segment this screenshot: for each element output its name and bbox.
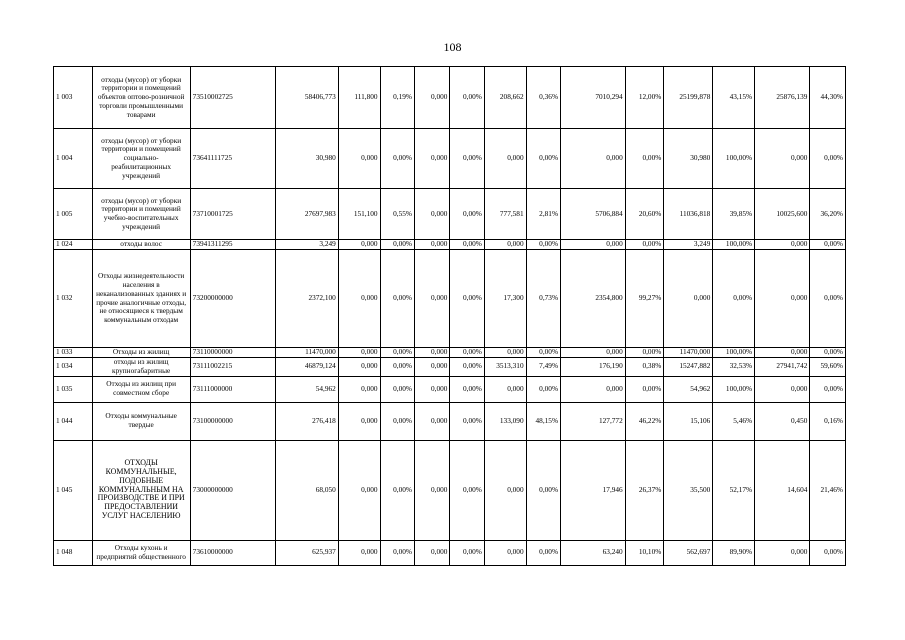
share-3-cell: 0,00% — [526, 129, 560, 189]
share-1-cell: 0,00% — [380, 358, 414, 377]
amount-4-cell: 2354,800 — [561, 250, 626, 348]
fkko-code-cell: 73110000000 — [190, 348, 276, 358]
amount-2-cell: 0,000 — [414, 358, 449, 377]
total-amount-cell: 27697,983 — [276, 189, 339, 240]
share-5-cell: 0,00% — [713, 250, 755, 348]
amount-2-cell: 0,000 — [414, 129, 449, 189]
amount-1-cell: 151,100 — [338, 189, 380, 240]
share-4-cell: 26,37% — [625, 440, 664, 540]
table-row — [54, 67, 846, 129]
amount-3-cell: 17,300 — [484, 250, 526, 348]
page-number: 108 — [443, 40, 462, 54]
share-6-cell: 44,30% — [810, 67, 846, 129]
share-2-cell: 0,00% — [450, 358, 484, 377]
amount-1-cell: 0,000 — [338, 402, 380, 440]
share-4-cell: 12,00% — [625, 67, 664, 129]
row-number-cell: 1 004 — [54, 129, 93, 189]
total-amount-cell: 68,050 — [276, 440, 339, 540]
amount-3-cell: 133,090 — [484, 402, 526, 440]
share-4-cell: 46,22% — [625, 402, 664, 440]
amount-3-cell: 777,581 — [484, 189, 526, 240]
amount-3-cell: 0,000 — [484, 540, 526, 565]
amount-1-cell: 0,000 — [338, 348, 380, 358]
share-1-cell: 0,00% — [380, 129, 414, 189]
waste-name-cell: ОТХОДЫ КОММУНАЛЬНЫЕ, ПОДОБНЫЕ КОММУНАЛЬНЫМ НА ПРОИЗВОДСТВЕ И ПРИ ПРЕДОСТАВЛЕНИИ УСЛУГ НАСЕЛЕНИЮ — [92, 440, 190, 540]
waste-name-cell: Отходы кухонь и предприятий общественного — [92, 540, 190, 565]
amount-3-cell: 0,000 — [484, 240, 526, 250]
amount-4-cell: 17,946 — [561, 440, 626, 540]
total-amount-cell: 625,937 — [276, 540, 339, 565]
amount-1-cell: 0,000 — [338, 129, 380, 189]
share-3-cell: 48,15% — [526, 402, 560, 440]
share-5-cell: 100,00% — [713, 240, 755, 250]
row-number-cell: 1 048 — [54, 540, 93, 565]
fkko-code-cell: 73200000000 — [190, 250, 276, 348]
fkko-code-cell: 73941311295 — [190, 240, 276, 250]
amount-6-cell: 10025,600 — [755, 189, 810, 240]
share-1-cell: 0,00% — [380, 376, 414, 402]
amount-4-cell: 0,000 — [561, 348, 626, 358]
share-2-cell: 0,00% — [450, 440, 484, 540]
total-amount-cell: 3,249 — [276, 240, 339, 250]
amount-5-cell: 15247,882 — [664, 358, 713, 377]
share-1-cell: 0,00% — [380, 440, 414, 540]
fkko-code-cell: 73111002215 — [190, 358, 276, 377]
share-5-cell: 100,00% — [713, 376, 755, 402]
amount-3-cell: 0,000 — [484, 376, 526, 402]
amount-6-cell: 0,000 — [755, 540, 810, 565]
amount-6-cell: 0,000 — [755, 129, 810, 189]
amount-6-cell: 0,000 — [755, 240, 810, 250]
row-number-cell: 1 035 — [54, 376, 93, 402]
amount-6-cell: 0,000 — [755, 348, 810, 358]
share-2-cell: 0,00% — [450, 240, 484, 250]
amount-6-cell: 14,604 — [755, 440, 810, 540]
share-5-cell: 100,00% — [713, 348, 755, 358]
amount-6-cell: 27941,742 — [755, 358, 810, 377]
share-4-cell: 20,60% — [625, 189, 664, 240]
amount-5-cell: 0,000 — [664, 250, 713, 348]
row-number-cell: 1 045 — [54, 440, 93, 540]
waste-name-cell: отходы волос — [92, 240, 190, 250]
amount-2-cell: 0,000 — [414, 376, 449, 402]
amount-2-cell: 0,000 — [414, 240, 449, 250]
share-4-cell: 0,00% — [625, 129, 664, 189]
waste-name-cell: Отходы из жилищ — [92, 348, 190, 358]
share-3-cell: 0,73% — [526, 250, 560, 348]
share-4-cell: 0,38% — [625, 358, 664, 377]
share-6-cell: 0,00% — [810, 540, 846, 565]
share-3-cell: 0,00% — [526, 440, 560, 540]
share-1-cell: 0,00% — [380, 250, 414, 348]
share-6-cell: 0,00% — [810, 348, 846, 358]
amount-4-cell: 63,240 — [561, 540, 626, 565]
share-4-cell: 10,10% — [625, 540, 664, 565]
amount-2-cell: 0,000 — [414, 402, 449, 440]
share-1-cell: 0,00% — [380, 240, 414, 250]
table-row — [54, 240, 846, 250]
amount-1-cell: 0,000 — [338, 358, 380, 377]
amount-6-cell: 0,000 — [755, 376, 810, 402]
amount-2-cell: 0,000 — [414, 250, 449, 348]
waste-name-cell: отходы (мусор) от уборки территории и помещений объектов оптово-розничной торговли промышленными товарами — [92, 67, 190, 129]
share-6-cell: 0,00% — [810, 250, 846, 348]
share-1-cell: 0,00% — [380, 540, 414, 565]
row-number-cell: 1 044 — [54, 402, 93, 440]
share-3-cell: 7,49% — [526, 358, 560, 377]
amount-1-cell: 0,000 — [338, 376, 380, 402]
amount-1-cell: 111,800 — [338, 67, 380, 129]
amount-4-cell: 0,000 — [561, 129, 626, 189]
amount-4-cell: 127,772 — [561, 402, 626, 440]
row-number-cell: 1 005 — [54, 189, 93, 240]
row-number-cell: 1 034 — [54, 358, 93, 377]
waste-data-table — [53, 66, 846, 566]
share-5-cell: 5,46% — [713, 402, 755, 440]
share-4-cell: 0,00% — [625, 240, 664, 250]
table-row — [54, 376, 846, 402]
table-row — [54, 402, 846, 440]
share-5-cell: 52,17% — [713, 440, 755, 540]
amount-5-cell: 35,500 — [664, 440, 713, 540]
share-3-cell: 0,00% — [526, 540, 560, 565]
amount-4-cell: 5706,884 — [561, 189, 626, 240]
share-5-cell: 39,85% — [713, 189, 755, 240]
share-5-cell: 100,00% — [713, 129, 755, 189]
amount-2-cell: 0,000 — [414, 67, 449, 129]
share-4-cell: 99,27% — [625, 250, 664, 348]
amount-2-cell: 0,000 — [414, 189, 449, 240]
fkko-code-cell: 73610000000 — [190, 540, 276, 565]
share-4-cell: 0,00% — [625, 348, 664, 358]
table-row — [54, 440, 846, 540]
amount-6-cell: 0,450 — [755, 402, 810, 440]
amount-5-cell: 54,962 — [664, 376, 713, 402]
total-amount-cell: 276,418 — [276, 402, 339, 440]
amount-3-cell: 3513,310 — [484, 358, 526, 377]
fkko-code-cell: 73710001725 — [190, 189, 276, 240]
share-5-cell: 89,90% — [713, 540, 755, 565]
table-row — [54, 358, 846, 377]
fkko-code-cell: 73510002725 — [190, 67, 276, 129]
amount-2-cell: 0,000 — [414, 440, 449, 540]
share-3-cell: 0,36% — [526, 67, 560, 129]
row-number-cell: 1 032 — [54, 250, 93, 348]
waste-name-cell: отходы (мусор) от уборки территории и помещений социально-реабилитационных учреждений — [92, 129, 190, 189]
share-2-cell: 0,00% — [450, 250, 484, 348]
row-number-cell: 1 024 — [54, 240, 93, 250]
share-6-cell: 0,00% — [810, 376, 846, 402]
amount-3-cell: 0,000 — [484, 129, 526, 189]
fkko-code-cell: 73111000000 — [190, 376, 276, 402]
waste-name-cell: Отходы из жилищ при совместном сборе — [92, 376, 190, 402]
total-amount-cell: 54,962 — [276, 376, 339, 402]
table-row — [54, 129, 846, 189]
share-6-cell: 21,46% — [810, 440, 846, 540]
amount-4-cell: 0,000 — [561, 376, 626, 402]
share-2-cell: 0,00% — [450, 540, 484, 565]
table-row — [54, 250, 846, 348]
share-2-cell: 0,00% — [450, 402, 484, 440]
amount-5-cell: 11036,818 — [664, 189, 713, 240]
fkko-code-cell: 73000000000 — [190, 440, 276, 540]
amount-4-cell: 0,000 — [561, 240, 626, 250]
share-3-cell: 0,00% — [526, 376, 560, 402]
share-6-cell: 59,60% — [810, 358, 846, 377]
waste-name-cell: Отходы жизнедеятельности населения в неканализованных зданиях и прочие аналогичные отходы, не относящиеся к твердым коммунальным отходам — [92, 250, 190, 348]
share-2-cell: 0,00% — [450, 129, 484, 189]
amount-3-cell: 208,662 — [484, 67, 526, 129]
amount-5-cell: 11470,000 — [664, 348, 713, 358]
share-2-cell: 0,00% — [450, 348, 484, 358]
total-amount-cell: 58406,773 — [276, 67, 339, 129]
amount-4-cell: 176,190 — [561, 358, 626, 377]
table-row — [54, 348, 846, 358]
amount-5-cell: 30,980 — [664, 129, 713, 189]
table-row — [54, 540, 846, 565]
total-amount-cell: 2372,100 — [276, 250, 339, 348]
share-6-cell: 36,20% — [810, 189, 846, 240]
amount-6-cell: 25876,139 — [755, 67, 810, 129]
share-6-cell: 0,00% — [810, 240, 846, 250]
share-3-cell: 0,00% — [526, 240, 560, 250]
total-amount-cell: 30,980 — [276, 129, 339, 189]
amount-1-cell: 0,000 — [338, 240, 380, 250]
share-2-cell: 0,00% — [450, 376, 484, 402]
total-amount-cell: 11470,000 — [276, 348, 339, 358]
share-1-cell: 0,00% — [380, 402, 414, 440]
amount-1-cell: 0,000 — [338, 540, 380, 565]
amount-5-cell: 15,106 — [664, 402, 713, 440]
waste-name-cell: отходы из жилищ крупногабаритные — [92, 358, 190, 377]
share-1-cell: 0,00% — [380, 348, 414, 358]
amount-3-cell: 0,000 — [484, 440, 526, 540]
share-1-cell: 0,19% — [380, 67, 414, 129]
share-2-cell: 0,00% — [450, 189, 484, 240]
row-number-cell: 1 003 — [54, 67, 93, 129]
total-amount-cell: 46879,124 — [276, 358, 339, 377]
waste-name-cell: Отходы коммунальные твердые — [92, 402, 190, 440]
amount-5-cell: 25199,878 — [664, 67, 713, 129]
share-4-cell: 0,00% — [625, 376, 664, 402]
share-5-cell: 43,15% — [713, 67, 755, 129]
amount-5-cell: 3,249 — [664, 240, 713, 250]
share-6-cell: 0,16% — [810, 402, 846, 440]
amount-3-cell: 0,000 — [484, 348, 526, 358]
share-6-cell: 0,00% — [810, 129, 846, 189]
share-3-cell: 2,81% — [526, 189, 560, 240]
share-3-cell: 0,00% — [526, 348, 560, 358]
amount-1-cell: 0,000 — [338, 250, 380, 348]
amount-1-cell: 0,000 — [338, 440, 380, 540]
fkko-code-cell: 73641111725 — [190, 129, 276, 189]
table-row — [54, 189, 846, 240]
amount-6-cell: 0,000 — [755, 250, 810, 348]
row-number-cell: 1 033 — [54, 348, 93, 358]
fkko-code-cell: 73100000000 — [190, 402, 276, 440]
amount-5-cell: 562,697 — [664, 540, 713, 565]
amount-2-cell: 0,000 — [414, 348, 449, 358]
amount-2-cell: 0,000 — [414, 540, 449, 565]
share-1-cell: 0,55% — [380, 189, 414, 240]
amount-4-cell: 7010,294 — [561, 67, 626, 129]
share-2-cell: 0,00% — [450, 67, 484, 129]
waste-name-cell: отходы (мусор) от уборки территории и помещений учебно-воспитательных учреждений — [92, 189, 190, 240]
share-5-cell: 32,53% — [713, 358, 755, 377]
